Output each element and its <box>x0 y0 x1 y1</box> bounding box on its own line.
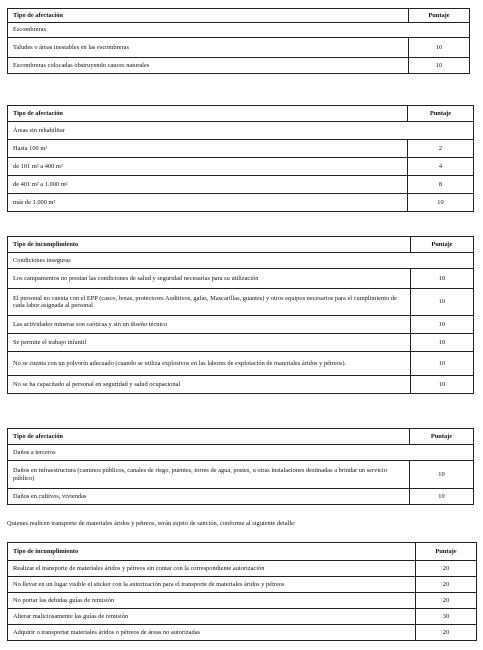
row-label: No se cuenta con un polvorín adecuado (cuando se utiliza explosivos en las labores de explotación de materiales áridos y pétreos). <box>8 352 411 376</box>
table-row <box>8 316 474 334</box>
row-label: Escombreras colocadas obstruyendo cauces naturales <box>8 58 409 74</box>
row-label: Adquirir o transportar materiales áridos o pétreos de áreas no autorizadas <box>8 625 416 641</box>
table-row <box>8 593 477 609</box>
table-group-row <box>8 122 474 140</box>
row-score: 10 <box>411 334 474 352</box>
group-label: Condiciones inseguras <box>8 253 474 269</box>
row-label: más de 1.000 m² <box>8 194 408 212</box>
row-label: No portar las debidas guías de remisión <box>8 593 416 609</box>
row-score: 2 <box>408 140 474 158</box>
table-group-row <box>8 253 474 269</box>
table-escombreras <box>7 8 470 74</box>
row-score: 10 <box>411 316 474 334</box>
table-row <box>8 38 470 58</box>
row-score: 10 <box>408 194 474 212</box>
group-label: Áreas sin rehabilitar <box>8 122 474 140</box>
header-type: Tipo de afectación <box>8 106 408 122</box>
row-score: 10 <box>411 376 474 394</box>
table-row <box>8 577 477 593</box>
row-score: 4 <box>408 158 474 176</box>
table-header-row <box>8 106 474 122</box>
row-score: 10 <box>409 38 470 58</box>
row-label: Daños en cultivos, viviendas <box>8 489 410 505</box>
header-type: Tipo de incumplimiento <box>8 237 411 253</box>
table-row <box>8 461 474 489</box>
row-score: 30 <box>416 609 477 625</box>
row-score: 20 <box>416 577 477 593</box>
row-score: 10 <box>410 489 474 505</box>
table-row <box>8 609 477 625</box>
table-group-row <box>8 445 474 461</box>
row-score: 20 <box>416 593 477 609</box>
header-type: Tipo de afectación <box>8 9 409 23</box>
table-row <box>8 625 477 641</box>
header-type: Tipo de incumplimiento <box>8 543 416 561</box>
row-score: 10 <box>411 289 474 316</box>
row-score: 10 <box>411 269 474 289</box>
table-row <box>8 140 474 158</box>
row-label: Las actividades mineras son caóticas y sin un diseño técnico <box>8 316 411 334</box>
table-row <box>8 376 474 394</box>
row-label: Daños en infraestructura (caminos públicos, canales de riego, puentes, torres de agua, postes, u otras instalaciones destinadas a brindar un servicio público) <box>8 461 410 489</box>
header-score: Puntaje <box>410 429 474 445</box>
table-header-row <box>8 429 474 445</box>
row-label: Realizar el transporte de materiales áridos y pétreos sin contar con la correspondiente autorización <box>8 561 416 577</box>
header-score: Puntaje <box>408 106 474 122</box>
row-score: 10 <box>410 461 474 489</box>
row-label: El personal no cuenta con el EPP (casco, botas, protectores Auditivos, gafas, Mascarillas, guantes) y otros equipos necesarios para el cumplimiento de cada labor asignada al personal <box>8 289 411 316</box>
row-score: 20 <box>416 625 477 641</box>
table-row <box>8 158 474 176</box>
table-row <box>8 289 474 316</box>
table-row <box>8 489 474 505</box>
row-label: Taludes o áreas inestables en las escombreras <box>8 38 409 58</box>
row-label: No se ha capacitado al personal en seguridad y salud ocupacional <box>8 376 411 394</box>
table-row <box>8 334 474 352</box>
table-row <box>8 176 474 194</box>
transport-intro-text: Quienes realicen transporte de materiales áridos y pétreos, serán sujeto de sanción, conforme al siguiente detalle: <box>7 520 296 527</box>
header-score: Puntaje <box>411 237 474 253</box>
table-areas-sin-rehabilitar <box>7 105 474 212</box>
row-score: 8 <box>408 176 474 194</box>
row-label: Se permite el trabajo infantil <box>8 334 411 352</box>
row-label: Alterar maliciosamente las guías de remisión <box>8 609 416 625</box>
row-label: de 101 m² a 400 m² <box>8 158 408 176</box>
table-row <box>8 561 477 577</box>
row-label: No llevar en un lugar visible el sticker con la autorización para el transporte de materiales áridos y pétreos <box>8 577 416 593</box>
table-row <box>8 352 474 376</box>
table-transporte <box>7 542 477 641</box>
header-score: Puntaje <box>416 543 477 561</box>
table-row <box>8 269 474 289</box>
group-label: Escombreras <box>8 23 470 38</box>
table-row <box>8 58 470 74</box>
group-label: Daños a terceros <box>8 445 474 461</box>
table-condiciones-inseguras <box>7 236 474 394</box>
row-score: 10 <box>409 58 470 74</box>
row-label: Hasta 100 m² <box>8 140 408 158</box>
row-score: 10 <box>411 352 474 376</box>
table-group-row <box>8 23 470 38</box>
row-label: de 401 m² a 1.000 m² <box>8 176 408 194</box>
table-danos-a-terceros <box>7 428 474 505</box>
table-header-row <box>8 237 474 253</box>
row-label: Los campamentos no prestan las condiciones de salud y seguridad necesarias para su utilización <box>8 269 411 289</box>
row-score: 20 <box>416 561 477 577</box>
table-row <box>8 194 474 212</box>
table-header-row <box>8 543 477 561</box>
header-type: Tipo de afectación <box>8 429 410 445</box>
header-score: Puntaje <box>409 9 470 23</box>
table-header-row <box>8 9 470 23</box>
